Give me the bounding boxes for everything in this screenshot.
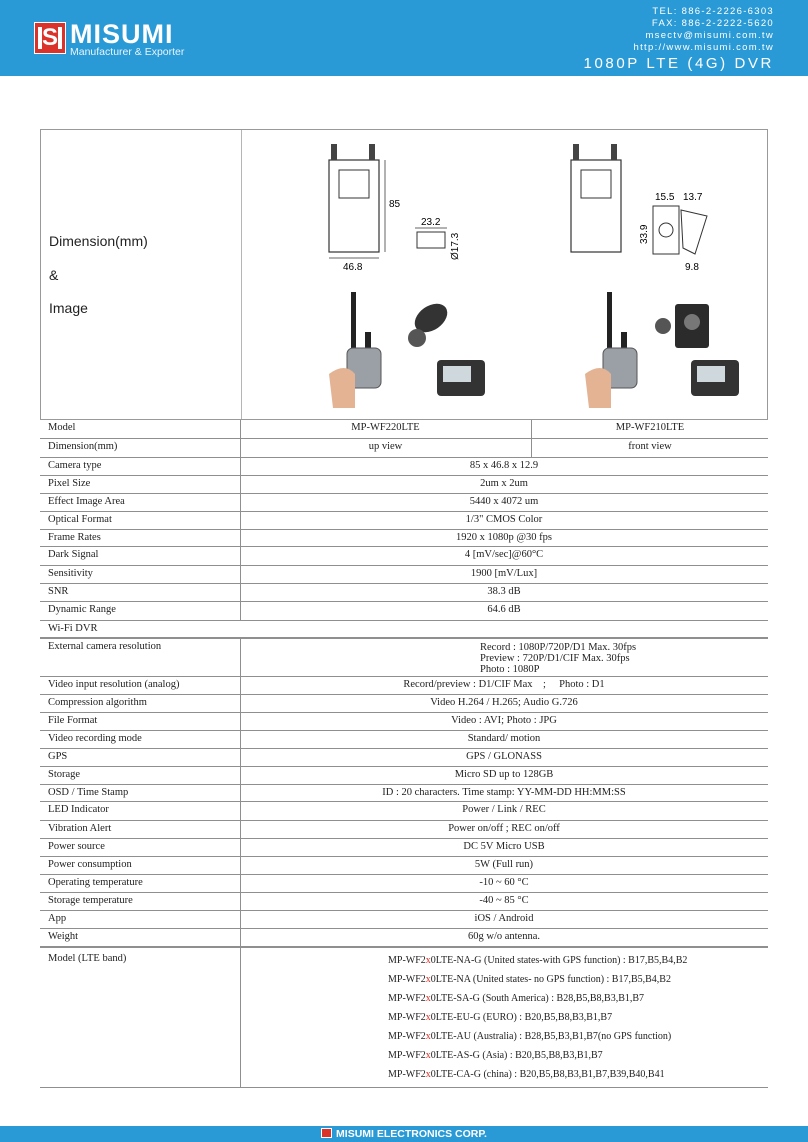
dimension-b: front view [531,439,768,457]
row-optical-format [40,512,768,530]
row-storage-temperature [40,893,768,911]
wf220-product-photo [325,288,505,416]
row-app [40,911,768,929]
lte-model-item: MP-WF2x0LTE-CA-G (china) : B20,B5,B8,B3,B1,B7,B39,B40,B41 [388,1069,665,1080]
row-gps [40,749,768,767]
wf210-dimension-drawing [567,144,737,274]
row-dimension [40,439,768,458]
dimension-row-label: Dimension(mm) [48,441,118,452]
ampersand-label: & [49,267,59,283]
video-input-label: Video input resolution (analog) [48,679,180,690]
osd-value: ID : 20 characters. Time stamp: YY-MM-DD HH:MM:SS [382,787,626,798]
power-source-value: DC 5V Micro USB [463,841,545,852]
op-temp-label: Operating temperature [48,877,143,888]
gps-label: GPS [48,751,68,762]
footer-company: MISUMI ELECTRONICS CORP. [336,1128,487,1140]
svg-text:46.8: 46.8 [343,262,363,273]
lte-band-label: Model (LTE band) [48,953,127,964]
svg-text:Ø17.3: Ø17.3 [450,232,461,260]
dimension-label: Dimension(mm) [49,233,148,249]
dynamic-range-label: Dynamic Range [48,604,116,615]
power-consumption-value: 5W (Full run) [474,859,534,870]
app-value: iOS / Android [474,913,534,924]
email-link[interactable]: msectv@misumi.com.tw [645,30,774,41]
optical-format-label: Optical Format [48,514,112,525]
led-label: LED Indicator [48,804,109,815]
power-consumption-label: Power consumption [48,859,132,870]
pixel-size-label: Pixel Size [48,478,91,489]
svg-text:15.5: 15.5 [655,192,675,203]
svg-text:33.9: 33.9 [639,224,650,244]
effect-area-label: Effect Image Area [48,496,125,507]
model-label: Model [48,422,76,433]
ext-res-photo: Photo : 1080P [480,664,540,675]
svg-text:23.2: 23.2 [421,217,441,228]
row-external-camera-resolution [40,638,768,677]
lte-model-item: MP-WF2x0LTE-NA-G (United states-with GPS function) : B17,B5,B4,B2 [388,955,688,966]
row-model [40,420,768,439]
row-camera-type [40,458,768,476]
frame-rates-value: 1920 x 1080p @30 fps [455,532,552,543]
product-title: 1080P LTE (4G) DVR [583,55,774,72]
osd-label: OSD / Time Stamp [48,787,129,798]
contact-info [634,6,774,54]
svg-text:13.7: 13.7 [683,192,703,203]
row-lte-band [40,947,768,1088]
dimension-a: up view [368,441,403,452]
compression-label: Compression algorithm [48,697,147,708]
row-sensitivity [40,566,768,584]
row-dark-signal [40,547,768,566]
svg-text:9.8: 9.8 [685,262,699,273]
camera-type-value: 85 x 46.8 x 12.9 [469,460,539,471]
row-power-consumption [40,857,768,875]
website-link[interactable]: http://www.misumi.com.tw [633,42,774,53]
wf210-product-photo [581,288,761,416]
row-wifi-dvr [40,621,768,638]
sensitivity-value: 1900 [mV/Lux] [470,568,538,579]
row-power-source [40,839,768,857]
dark-signal-label: Dark Signal [48,549,99,560]
fax: FAX: 886-2-2222-5620 [651,18,774,29]
weight-label: Weight [48,931,79,942]
op-temp-value: -10 ~ 60 °C [479,877,529,888]
image-label: Image [49,300,88,316]
brand-name: MISUMI [70,19,174,49]
row-pixel-size [40,476,768,494]
frame-rates-label: Frame Rates [48,532,101,543]
pixel-size-value: 2um x 2um [480,478,528,489]
power-source-label: Power source [48,841,105,852]
app-label: App [48,913,67,924]
sensitivity-label: Sensitivity [48,568,93,579]
dark-signal-value: 4 [mV/sec]@60°C [464,549,544,560]
row-led [40,802,768,821]
wifi-dvr-heading: Wi-Fi DVR [48,623,98,634]
row-effect-area [40,494,768,512]
row-operating-temperature [40,875,768,893]
row-dynamic-range [40,602,768,621]
weight-value: 60g w/o antenna. [467,931,541,942]
ext-res-label: External camera resolution [48,641,162,652]
dynamic-range-value: 64.6 dB [487,604,521,615]
file-format-label: File Format [48,715,98,726]
led-value: Power / Link / REC [462,804,546,815]
wf220-dimension-drawing [325,144,495,274]
storage-label: Storage [48,769,81,780]
row-snr [40,584,768,602]
lte-model-item: MP-WF2x0LTE-EU-G (EURO) : B20,B5,B8,B3,B1,B7 [388,1012,613,1023]
ext-res-record: Record : 1080P/720P/D1 Max. 30fps [480,642,637,653]
header-bar [0,0,808,76]
dim-85: 85 [389,199,401,210]
file-format-value: Video : AVI; Photo : JPG [451,715,557,726]
st-temp-value: -40 ~ 85 °C [479,895,529,906]
ext-res-preview: Preview : 720P/D1/CIF Max. 30fps [480,653,630,664]
row-frame-rates [40,530,768,547]
camera-type-label: Camera type [48,460,102,471]
optical-format-value: 1/3" CMOS Color [465,514,543,525]
effect-area-value: 5440 x 4072 um [469,496,539,507]
tel: TEL: 886-2-2226-6303 [652,6,774,17]
footer-logo-icon [321,1128,332,1138]
lte-model-item: MP-WF2x0LTE-SA-G (South America) : B28,B5,B8,B3,B1,B7 [388,993,645,1004]
row-vibration [40,821,768,839]
row-storage [40,767,768,785]
row-video-input [40,677,768,695]
lte-model-item: MP-WF2x0LTE-NA (United states- no GPS function) : B17,B5,B4,B2 [388,974,671,985]
compression-value: Video H.264 / H.265; Audio G.726 [430,697,578,708]
video-input-value: Record/preview : D1/CIF Max ; Photo : D1 [403,679,605,690]
lte-model-item: MP-WF2x0LTE-AS-G (Asia) : B20,B5,B8,B3,B1,B7 [388,1050,603,1061]
row-file-format [40,713,768,731]
model-b: MP-WF210LTE [531,420,768,438]
row-weight [40,929,768,947]
lte-band-list [388,951,687,1084]
logo-mark-icon: S [34,22,66,54]
brand-tagline: Manufacturer & Exporter [70,46,185,58]
vibration-value: Power on/off ; REC on/off [448,823,560,834]
st-temp-label: Storage temperature [48,895,133,906]
footer-bar [0,1126,808,1142]
rec-mode-label: Video recording mode [48,733,142,744]
rec-mode-value: Standard/ motion [467,733,541,744]
snr-label: SNR [48,586,69,597]
gps-value: GPS / GLONASS [466,751,542,762]
storage-value: Micro SD up to 128GB [454,769,554,780]
brand-logo [34,19,185,59]
model-a: MP-WF220LTE [351,422,420,433]
dimension-image-box [40,129,768,420]
lte-model-item: MP-WF2x0LTE-AU (Australia) : B28,B5,B3,B1,B7(no GPS function) [388,1031,672,1042]
row-recording-mode [40,731,768,749]
snr-value: 38.3 dB [487,586,521,597]
row-compression [40,695,768,713]
row-osd [40,785,768,802]
vibration-label: Vibration Alert [48,823,112,834]
